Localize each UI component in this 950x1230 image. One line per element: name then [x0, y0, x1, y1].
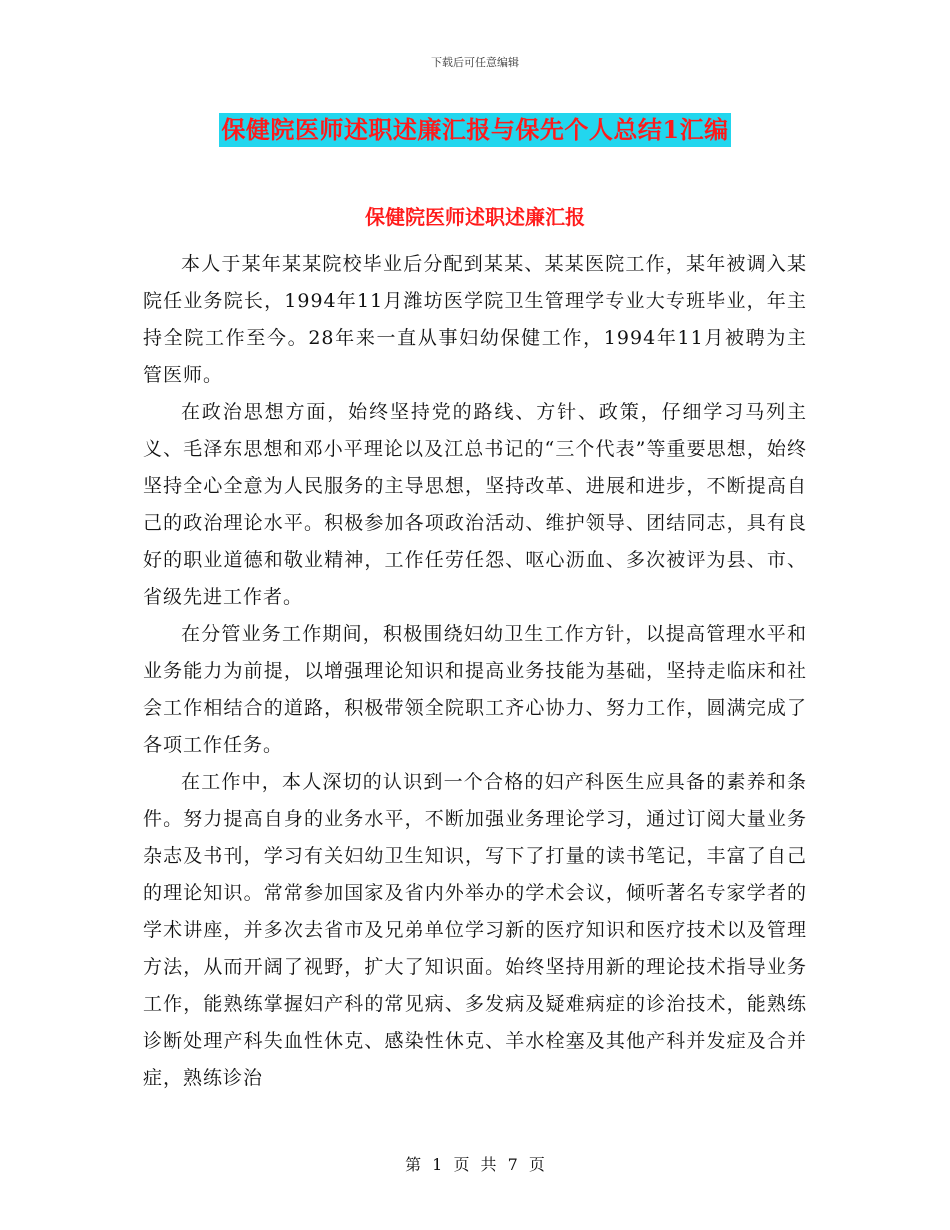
paragraph-2: 在政治思想方面，始终坚持党的路线、方针、政策，仔细学习马列主义、毛泽东思想和邓小平理论以及江总书记的“三个代表”等重要思想，始终坚持全心全意为人民服务的主导思想，坚持改革、进展和进步，不断提高自己的政治理论水平。积极参加各项政治活动、维护领导、团结同志，具有良好的职业道德和敬业精神，工作任劳任怨、呕心沥血、多次被评为县、市、省级先进工作者。: [143, 401, 807, 608]
page-footer: 第 1 页 共 7 页: [405, 1155, 545, 1174]
section-title: 保健院医师述职述廉汇报: [365, 205, 585, 229]
paragraph-3: 在分管业务工作期间，积极围绕妇幼卫生工作方针，以提高管理水平和业务能力为前提，以增强理论知识和提高业务技能为基础，坚持走临床和社会工作相结合的道路，积极带领全院职工齐心协力、努力工作，圆满完成了各项工作任务。: [143, 623, 807, 756]
page-header-note: 下载后可任意编辑: [431, 56, 519, 69]
document-body: [143, 246, 807, 1097]
paragraph-1: 本人于某年某某院校毕业后分配到某某、某某医院工作，某年被调入某院任业务院长，1994年11月潍坊医学院卫生管理学专业大专班毕业，年主持全院工作至今。28年来一直从事妇幼保健工作，1994年11月被聘为主管医师。: [143, 253, 807, 386]
document-title-text: 保健院医师述职述廉汇报与保先个人总结1汇编: [219, 113, 730, 147]
document-title: [0, 113, 950, 147]
paragraph-4: 在工作中，本人深切的认识到一个合格的妇产科医生应具备的素养和条件。努力提高自身的业务水平，不断加强业务理论学习，通过订阅大量业务杂志及书刊，学习有关妇幼卫生知识，写下了打量的读书笔记，丰富了自己的理论知识。常常参加国家及省内外举办的学术会议，倾听著名专家学者的学术讲座，并多次去省市及兄弟单位学习新的医疗知识和医疗技术以及管理方法，从而开阔了视野，扩大了知识面。始终坚持用新的理论技术指导业务工作，能熟练掌握妇产科的常见病、多发病及疑难病症的诊治技术，能熟练诊断处理产科失血性休克、感染性休克、羊水栓塞及其他产科并发症及合并症，熟练诊治: [143, 771, 807, 1089]
